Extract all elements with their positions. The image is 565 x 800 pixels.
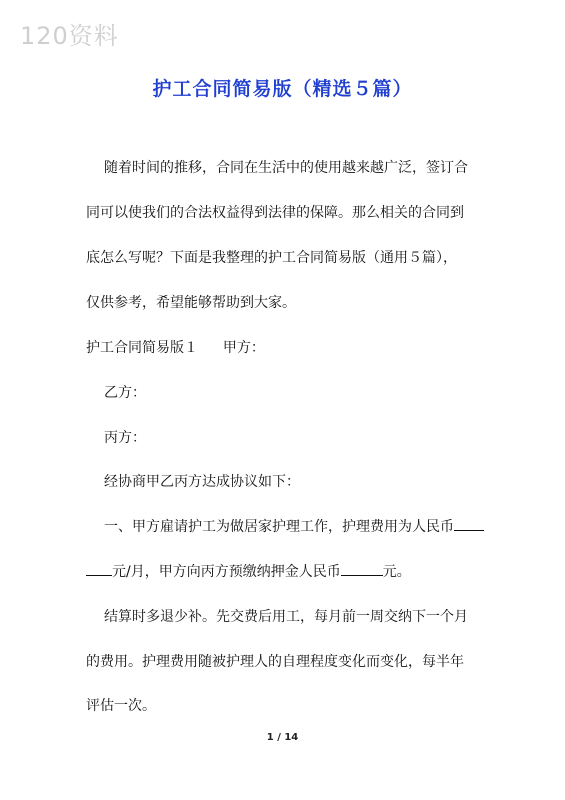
watermark: 120资料 <box>20 22 119 50</box>
page-number: 1 / 14 <box>266 732 299 743</box>
party-a-label: 甲方： <box>222 340 265 356</box>
fee-blank-part2 <box>86 563 112 576</box>
deposit-blank <box>341 563 383 576</box>
clause-1-line-2 <box>86 563 411 581</box>
settlement-line-2: 的费用。护理费用随被护理人的自理程度变化而变化，每半年 <box>86 654 464 670</box>
clause-1-text: 一、甲方雇请护工为做居家护理工作，护理费用为人民币 <box>104 519 454 535</box>
clause-1-deposit-text: 元/月，甲方向丙方预缴纳押金人民币 <box>112 564 341 580</box>
party-c-label: 丙方： <box>104 430 146 446</box>
settlement-line-3: 评估一次。 <box>86 698 156 714</box>
intro-line-2: 同可以使我们的合法权益得到法律的保障。那么相关的合同到 <box>86 205 464 221</box>
intro-line-3: 底怎么写呢？下面是我整理的护工合同简易版（通用５篇）， <box>86 250 457 266</box>
party-b-label: 乙方： <box>104 385 146 401</box>
clause-1-line-1 <box>104 518 484 536</box>
settlement-line-1: 结算时多退少补。先交费后用工，每月前一周交纳下一个月 <box>104 609 468 625</box>
fee-blank-part1 <box>454 518 484 531</box>
intro-line-4: 仅供参考，希望能够帮助到大家。 <box>86 295 296 311</box>
intro-line-1: 随着时间的推移，合同在生活中的使用越来越广泛，签订合 <box>104 160 468 176</box>
section-heading-line <box>86 339 265 357</box>
agreement-intro: 经协商甲乙丙方达成协议如下： <box>104 474 300 490</box>
section-heading: 护工合同简易版１ <box>86 340 198 356</box>
document-title: 护工合同简易版（精选５篇） <box>152 78 413 100</box>
clause-1-end-text: 元。 <box>382 564 411 580</box>
